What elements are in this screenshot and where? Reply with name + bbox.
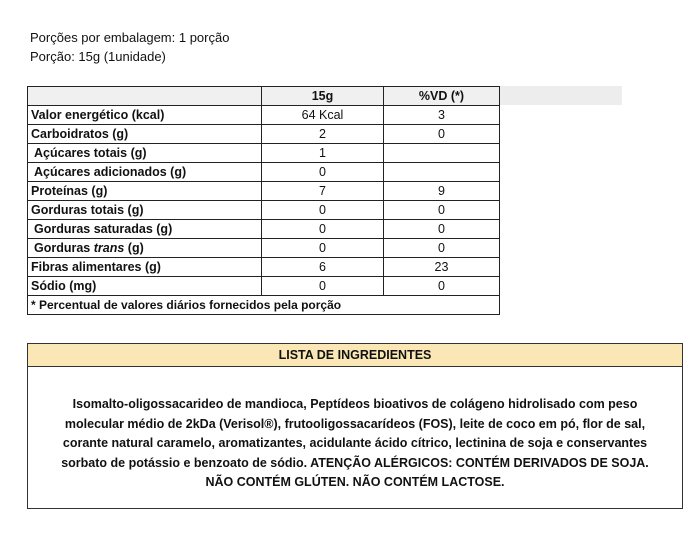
- nutrient-label: Valor energético (kcal): [28, 106, 262, 125]
- header-daily-value: %VD (*): [384, 87, 500, 106]
- nutrient-label: [28, 239, 262, 258]
- nutrient-vd: 0: [384, 201, 500, 220]
- portion-size: Porção: 15g (1unidade): [30, 49, 166, 64]
- table-row: [28, 125, 500, 144]
- nutrient-label: Açúcares adicionados (g): [28, 163, 262, 182]
- nutrient-label: Açúcares totais (g): [28, 144, 262, 163]
- table-row: [28, 277, 500, 296]
- table-footnote: * Percentual de valores diários fornecidos pela porção: [28, 296, 500, 315]
- nutrition-table: [27, 86, 500, 315]
- header-shade: [498, 86, 622, 105]
- table-row: [28, 163, 500, 182]
- nutrient-label: Gorduras saturadas (g): [28, 220, 262, 239]
- nutrient-vd: 0: [384, 277, 500, 296]
- header-empty-cell: [28, 87, 262, 106]
- nutrient-amount: 0: [262, 201, 384, 220]
- nutrient-amount: 6: [262, 258, 384, 277]
- ingredients-box: [27, 343, 683, 509]
- header-portion: 15g: [262, 87, 384, 106]
- nutrient-amount: 1: [262, 144, 384, 163]
- footnote-row: [28, 296, 500, 315]
- table-header-row: [28, 87, 500, 106]
- table-row: [28, 258, 500, 277]
- label-suffix: (g): [124, 241, 144, 255]
- nutrient-vd: [384, 163, 500, 182]
- nutrient-amount: 0: [262, 163, 384, 182]
- nutrient-vd: 0: [384, 239, 500, 258]
- nutrient-label: Proteínas (g): [28, 182, 262, 201]
- nutrient-vd: 23: [384, 258, 500, 277]
- ingredients-title: LISTA DE INGREDIENTES: [28, 344, 682, 367]
- nutrient-vd: 3: [384, 106, 500, 125]
- nutrient-vd: 0: [384, 220, 500, 239]
- nutrient-amount: 0: [262, 277, 384, 296]
- nutrient-label: Fibras alimentares (g): [28, 258, 262, 277]
- nutrient-amount: 0: [262, 220, 384, 239]
- ingredients-text: Isomalto-oligossacarideo de mandioca, Peptídeos bioativos de colágeno hidrolisado com peso molecular médio de 2kDa (Verisol®), frutooligossacarídeos (FOS), leite de coco em pó, flor de sal, corante natural caramelo, aromatizantes, acidulante ácido cítrico, lectinina de soja e conservantes sorbato de potássio e benzoato de sódio. ATENÇÃO ALÉRGICOS: CONTÉM DERIVADOS DE SOJA. NÃO CONTÉM GLÚTEN. NÃO CONTÉM LACTOSE.: [61, 397, 649, 489]
- nutrient-amount: 64 Kcal: [262, 106, 384, 125]
- label-italic-trans: trans: [93, 241, 125, 255]
- nutrient-label: Sódio (mg): [28, 277, 262, 296]
- nutrient-amount: 0: [262, 239, 384, 258]
- table-row: [28, 144, 500, 163]
- nutrient-amount: 7: [262, 182, 384, 201]
- table-row: [28, 201, 500, 220]
- nutrient-label: Gorduras totais (g): [28, 201, 262, 220]
- nutrient-vd: 9: [384, 182, 500, 201]
- label-prefix: Gorduras: [34, 241, 94, 255]
- table-row: [28, 220, 500, 239]
- nutrient-amount: 2: [262, 125, 384, 144]
- nutrient-vd: 0: [384, 125, 500, 144]
- table-row: [28, 239, 500, 258]
- table-row: [28, 106, 500, 125]
- table-row: [28, 182, 500, 201]
- nutrient-vd: [384, 144, 500, 163]
- nutrient-label: Carboidratos (g): [28, 125, 262, 144]
- servings-per-package: Porções por embalagem: 1 porção: [30, 30, 230, 45]
